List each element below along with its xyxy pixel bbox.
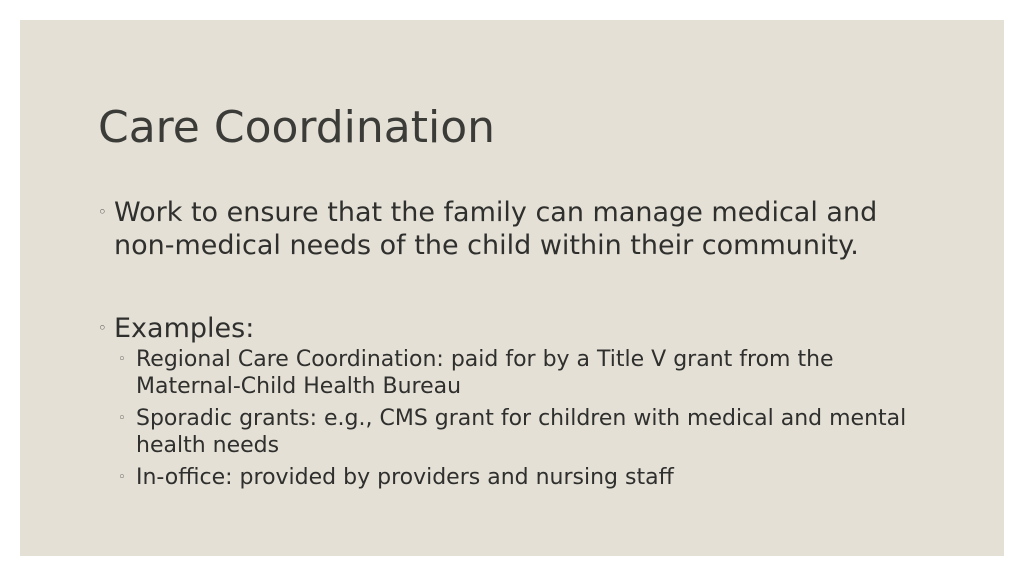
sub-bullet-point [98,464,928,491]
sub-bullet-point [98,405,928,459]
bullet-point [98,196,928,262]
sub-bullet-text: In-office: provided by providers and nursing staff [136,465,674,490]
bullet-circle-icon: ◦ [98,203,107,221]
bullet-text: Work to ensure that the family can manage medical and non-medical needs of the child within their community. [114,197,878,261]
bullet-circle-icon: ◦ [118,411,126,426]
slide [20,20,1004,556]
bullet-circle-icon: ◦ [118,352,126,367]
sub-bullet-text: Sporadic grants: e.g., CMS grant for children with medical and mental health needs [136,406,907,458]
bullet-circle-icon: ◦ [118,470,126,485]
bullet-point [98,312,928,345]
slide-title: Care Coordination [98,102,496,153]
sub-bullet-list [98,346,928,491]
sub-bullet-point [98,346,928,400]
sub-bullet-text: Regional Care Coordination: paid for by a Title V grant from the Maternal-Child Health Bureau [136,347,834,399]
bullet-text: Examples: [114,313,255,344]
bullet-circle-icon: ◦ [98,319,107,337]
slide-body [98,196,928,491]
